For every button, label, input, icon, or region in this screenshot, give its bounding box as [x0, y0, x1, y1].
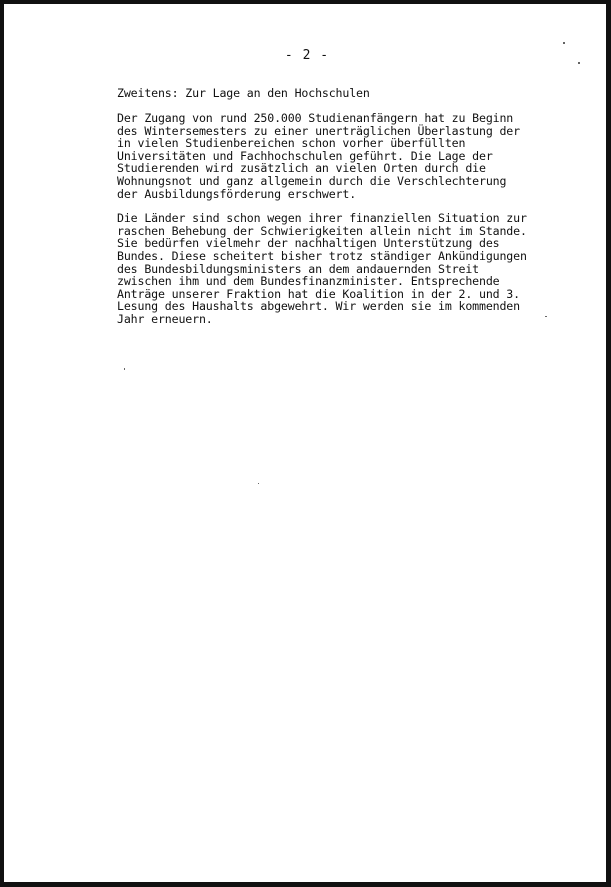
- text-line: der Ausbildungsförderung erschwert.: [117, 186, 357, 201]
- scan-edge-right: [606, 0, 611, 887]
- text-line: Anträge unserer Fraktion hat die Koalition in der 2. und 3.: [117, 286, 520, 301]
- text-line: Jahr erneuern.: [117, 311, 213, 326]
- document-body: [117, 48, 577, 338]
- text-line: des Wintersemesters zu einer unerträglichen Überlastung der: [117, 123, 520, 138]
- text-line: Der Zugang von rund 250.000 Studienanfängern hat zu Beginn: [117, 111, 514, 125]
- scan-edge-bottom: [0, 882, 611, 887]
- scan-speck: [258, 483, 259, 484]
- text-line: Die Länder sind schon wegen ihrer finanziellen Situation zur: [117, 211, 527, 226]
- text-line: Studierenden wird zusätzlich an vielen Orten durch die: [117, 161, 486, 176]
- text-line: in vielen Studienbereichen schon vorher überfüllten: [117, 136, 466, 151]
- text-line: Wohnungsnot und ganz allgemein durch die Verschlechterung: [117, 173, 507, 188]
- text-line: Sie bedürfen vielmehr der nachhaltigen Unterstützung des: [117, 236, 500, 251]
- text-line: raschen Behebung der Schwierigkeiten allein nicht im Stande.: [117, 223, 527, 238]
- scan-speck: [578, 62, 580, 64]
- scan-edge-left: [0, 0, 4, 887]
- scan-edge-top: [0, 0, 611, 4]
- page-number: - 2 -: [284, 48, 330, 63]
- paragraph-1: [117, 112, 577, 200]
- text-line: zwischen ihm und dem Bundesfinanzminister. Entsprechende: [117, 274, 500, 289]
- text-line: des Bundesbildungsministers an dem andauernden Streit: [117, 261, 479, 276]
- text-line: Lesung des Haushalts abgewehrt. Wir werden sie im kommenden: [117, 299, 520, 314]
- scan-speck: [124, 368, 125, 370]
- text-line: Universitäten und Fachhochschulen geführt. Die Lage der: [117, 148, 493, 163]
- scan-speck: [563, 42, 565, 44]
- text-line: Bundes. Diese scheitert bisher trotz ständiger Ankündigungen: [117, 248, 527, 263]
- section-heading: Zweitens: Zur Lage an den Hochschulen: [117, 86, 370, 100]
- paragraph-2: [117, 212, 577, 325]
